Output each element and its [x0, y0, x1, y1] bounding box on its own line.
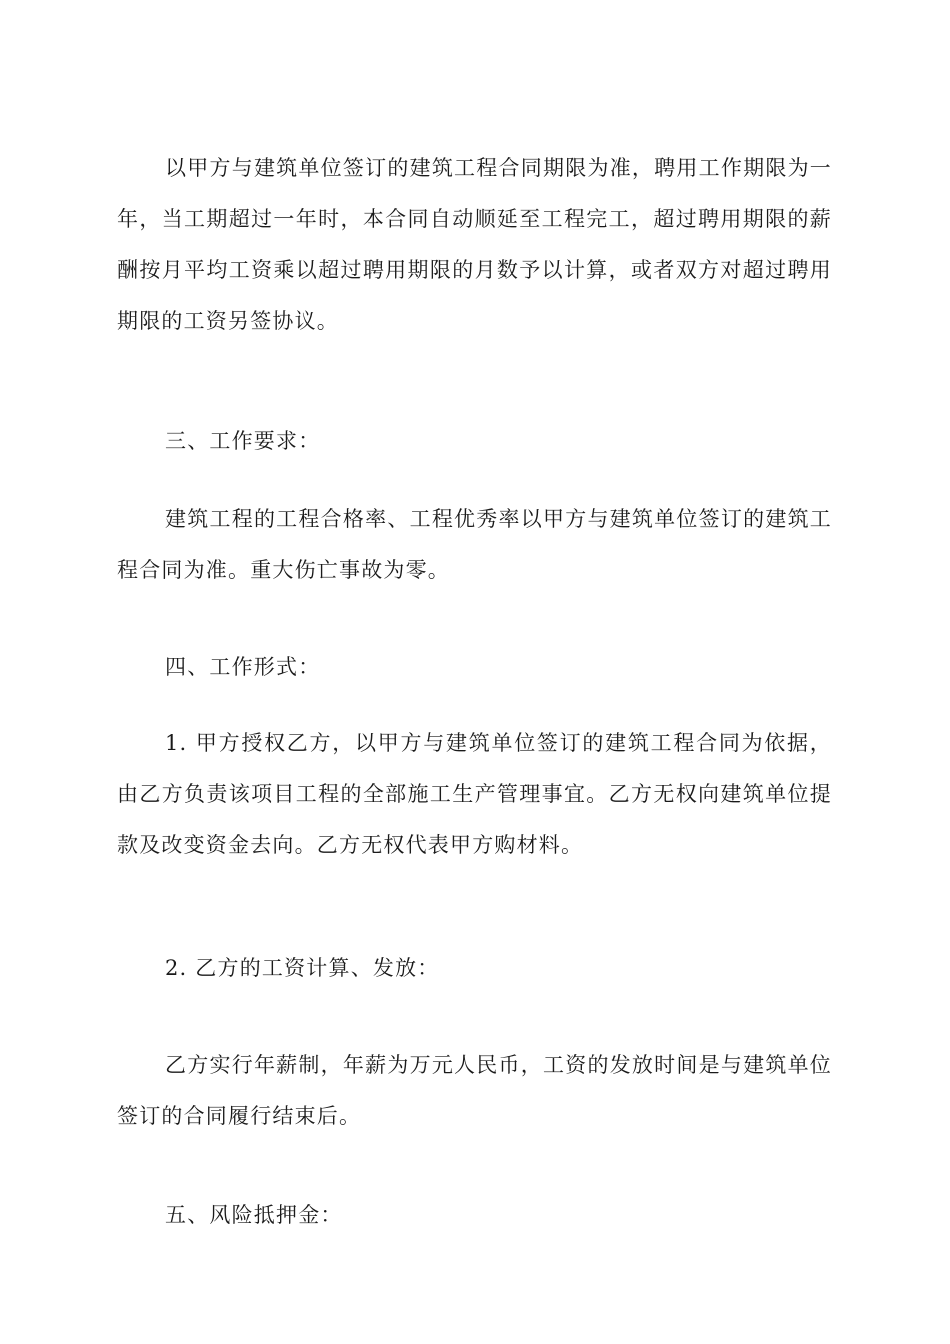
paragraph-work-requirements: 建筑工程的工程合格率、工程优秀率以甲方与建筑单位签订的建筑工程合同为准。重大伤亡事故为零。: [117, 507, 832, 582]
heading-work-requirements: 三、工作要求：: [165, 429, 321, 453]
paragraph-contract-term: 以甲方与建筑单位签订的建筑工程合同期限为准，聘用工作期限为一年，当工期超过一年时，本合同自动顺延至工程完工，超过聘用期限的薪酬按月平均工资乘以超过聘用期限的月数予以计算，或者双方对超过聘用期限的工资另签协议。: [117, 156, 832, 333]
paragraph-work-form-1: 1. 甲方授权乙方，以甲方与建筑单位签订的建筑工程合同为依据，由乙方负责该项目工程的全部施工生产管理事宜。乙方无权向建筑单位提款及改变资金去向。乙方无权代表甲方购材料。: [117, 731, 832, 857]
heading-risk-deposit: 五、风险抵押金：: [165, 1203, 343, 1227]
heading-work-form: 四、工作形式：: [165, 655, 321, 679]
paragraph-salary: 乙方实行年薪制，年薪为万元人民币，工资的发放时间是与建筑单位签订的合同履行结束后。: [117, 1053, 832, 1128]
heading-salary-calculation: 2. 乙方的工资计算、发放：: [165, 956, 440, 980]
